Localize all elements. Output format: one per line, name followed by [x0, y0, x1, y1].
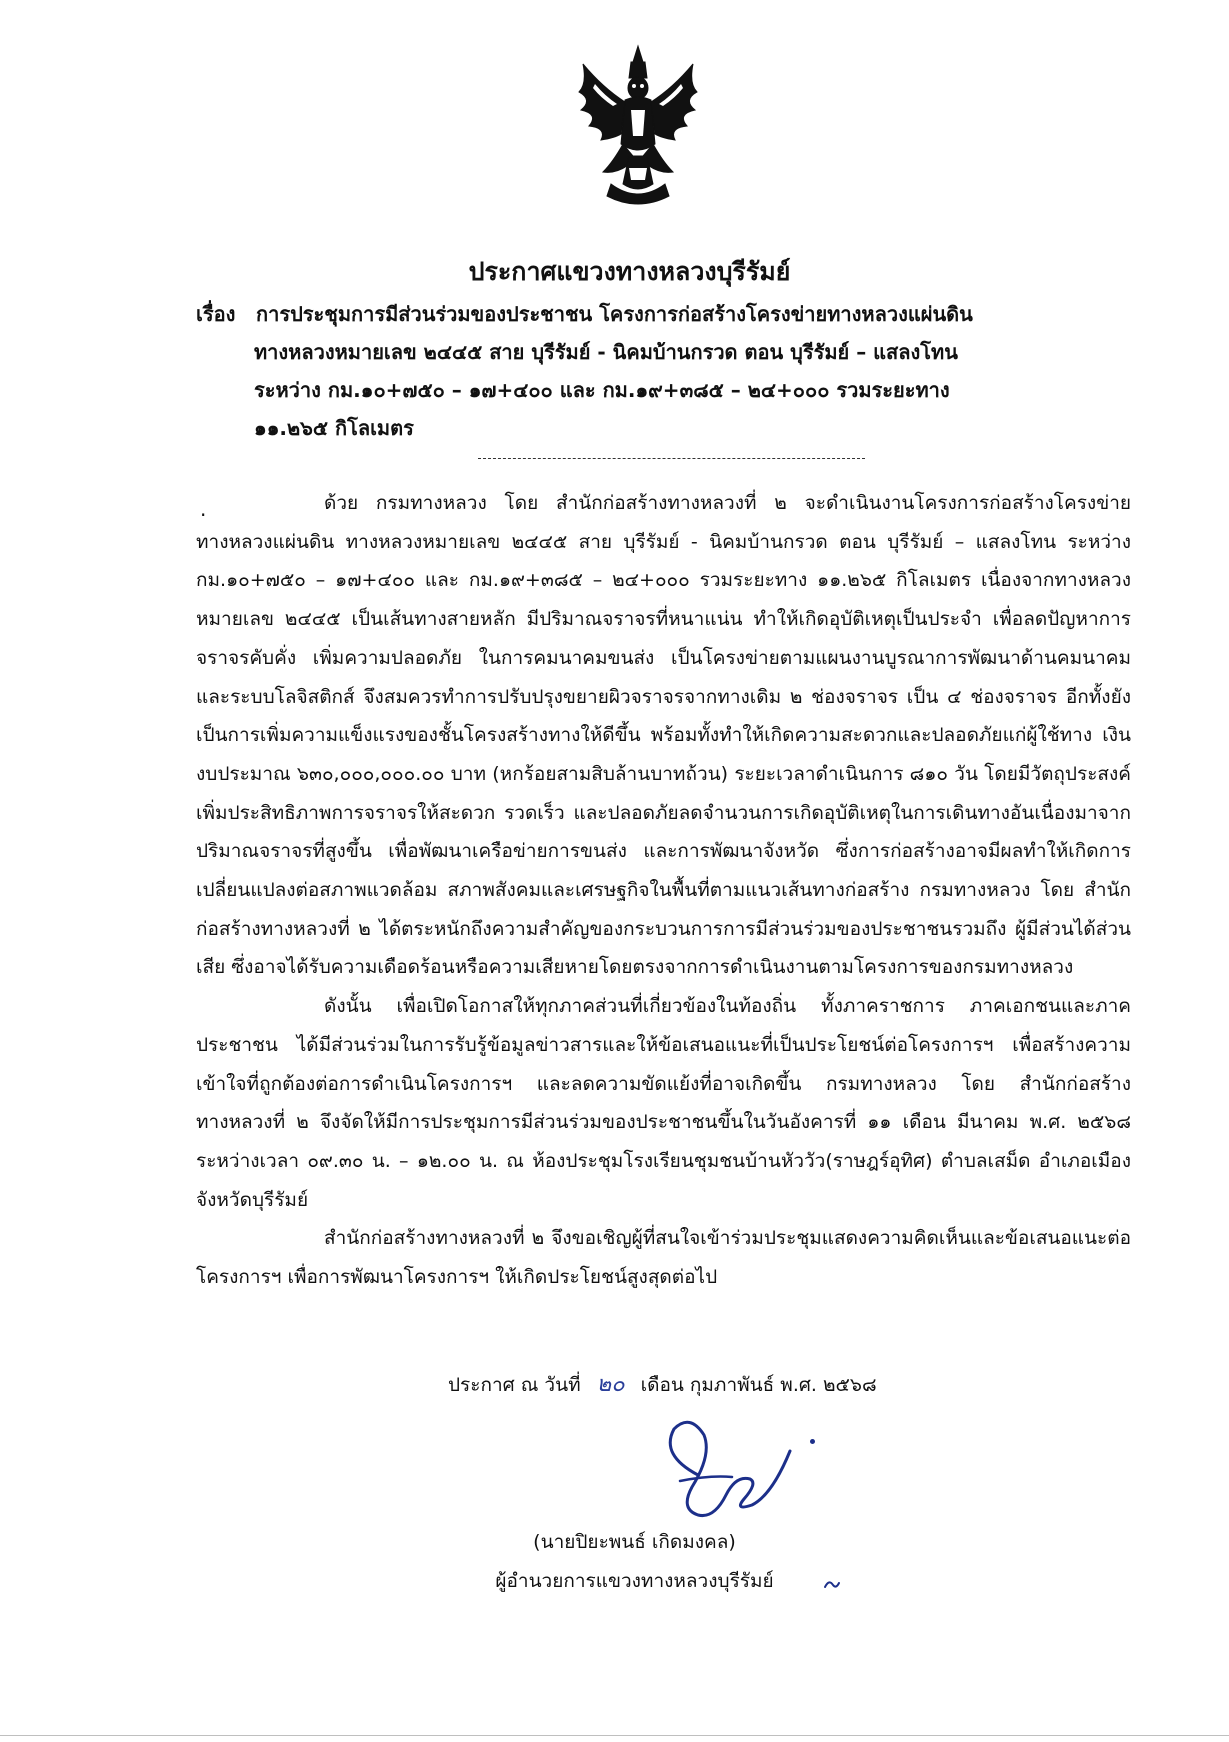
subject-line-3: ระหว่าง กม.๑๐+๗๕๐ – ๑๗+๔๐๐ และ กม.๑๙+๓๘๕ – ๒๔+๐๐๐ รวมระยะทาง — [254, 378, 950, 402]
initial-mark-icon — [823, 1577, 841, 1591]
paragraph-purpose: ด้วย กรมทางหลวง โดย สำนักก่อสร้างทางหลวงที่ ๒ จะดำเนินงานโครงการก่อสร้างโครงข่ายทางหลวงแผ่นดิน ทางหลวงหมายเลข ๒๔๔๕ สาย บุรีรัมย์ - นิคมบ้านกรวด ตอน บุรีรัมย์ – แสลงโทน ระหว่าง กม.๑๐+๗๕๐ – ๑๗+๔๐๐ และ กม.๑๙+๓๘๕ – ๒๔+๐๐๐ รวมระยะทาง ๑๑.๒๖๕ กิโลเมตร เนื่องจากทางหลวงหมายเลข ๒๔๔๕ เป็นเส้นทางสายหลัก มีปริมาณจราจรที่หนาแน่น ทำให้เกิดอุบัติเหตุเป็นประจำ เพื่อลดปัญหาการจราจรคับคั่ง เพิ่มความปลอดภัย ในการคมนาคมขนส่ง เป็นโครงข่ายตามแผนงานบูรณาการพัฒนาด้านคมนาคมและระบบโลจิสติกส์ จึงสมควรทำการปรับปรุงขยายผิวจราจรจากทางเดิม ๒ ช่องจราจร เป็น ๔ ช่องจราจร อีกทั้งยังเป็นการเพิ่มความแข็งแรงของชั้นโครงสร้างทางให้ดีขึ้น พร้อมทั้งทำให้เกิดความสะดวกและปลอดภัยแก่ผู้ใช้ทาง เงินงบประมาณ ๖๓๐,๐๐๐,๐๐๐.๐๐ บาท (หกร้อยสามสิบล้านบาทถ้วน) ระยะเวลาดำเนินการ ๘๑๐ วัน โดยมีวัตถุประสงค์ เพิ่มประสิทธิภาพการจราจรให้สะดวก รวดเร็ว และปลอดภัยลดจำนวนการเกิดอุบัติเหตุในการเดินทางอันเนื่องมาจากปริมาณจราจรที่สูงขึ้น เพื่อพัฒนาเครือข่ายการขนส่ง และการพัฒนาจังหวัด ซึ่งการก่อสร้างอาจมีผลทำให้เกิดการเปลี่ยนแปลงต่อสภาพแวดล้อม สภาพสังคมและเศรษฐกิจในพื้นที่ตามแนวเส้นทางก่อสร้าง กรมทางหลวง โดย สำนักก่อสร้างทางหลวงที่ ๒ ได้ตระหนักถึงความสำคัญของกระบวนการการมีส่วนร่วมของประชาชนรวมถึง ผู้มีส่วนได้ส่วนเสีย ซึ่งอาจได้รับความเดือดร้อนหรือความเสียหายโดยตรงจากการดำเนินงานตามโครงการของกรมทางหลวง — [196, 492, 1131, 979]
signer-name: (นายปิยะพนธ์ เกิดมงคล) — [533, 1531, 736, 1553]
announcement-heading: ประกาศแขวงทางหลวงบุรีรัมย์ — [468, 257, 791, 286]
signature-icon — [640, 1415, 810, 1535]
dateline-year: พ.ศ. ๒๕๖๘ — [780, 1374, 877, 1396]
paragraph-invitation: สำนักก่อสร้างทางหลวงที่ ๒ จึงขอเชิญผู้ที่สนใจเข้าร่วมประชุมแสดงความคิดเห็นและข้อเสนอแนะต่อโครงการฯ เพื่อการพัฒนาโครงการฯ ให้เกิดประโยชน์สูงสุดต่อไป — [196, 1227, 1131, 1289]
announcement-body — [196, 484, 1131, 1297]
dateline-prefix: ประกาศ ณ วันที่ — [448, 1374, 581, 1396]
subject-block — [196, 295, 1026, 447]
subject-line-2: ทางหลวงหมายเลข ๒๔๔๕ สาย บุรีรัมย์ - นิคมบ้านกรวด ตอน บุรีรัมย์ – แสลงโทน — [254, 340, 958, 364]
garuda-emblem-icon — [573, 44, 703, 209]
separator-rule — [478, 458, 865, 459]
dateline-month: กุมภาพันธ์ — [689, 1374, 775, 1396]
dateline-month-label: เดือน — [640, 1374, 684, 1396]
subject-label: เรื่อง — [196, 302, 236, 326]
subject-line-1 — [196, 295, 1026, 333]
bottom-edge-rule — [0, 1735, 1229, 1736]
dateline — [448, 1366, 877, 1401]
signature-dot — [810, 1439, 815, 1444]
stray-mark: . — [200, 497, 207, 521]
subject-text: การประชุมการมีส่วนร่วมของประชาชน โครงการก่อสร้างโครงข่ายทางหลวงแผ่นดิน — [256, 302, 973, 326]
subject-line-4: ๑๑.๒๖๕ กิโลเมตร — [254, 416, 414, 440]
paragraph-meeting: ดังนั้น เพื่อเปิดโอกาสให้ทุกภาคส่วนที่เกี่ยวข้องในท้องถิ่น ทั้งภาคราชการ ภาคเอกชนและภาคประชาชน ได้มีส่วนร่วมในการรับรู้ข้อมูลข่าวสารและให้ข้อเสนอแนะที่เป็นประโยชน์ต่อโครงการฯ เพื่อสร้างความเข้าใจที่ถูกต้องต่อการดำเนินโครงการฯ และลดความขัดแย้งที่อาจเกิดขึ้น กรมทางหลวง โดย สำนักก่อสร้างทางหลวงที่ ๒ จึงจัดให้มีการประชุมการมีส่วนร่วมของประชาชนขึ้นในวันอังคารที่ ๑๑ เดือน มีนาคม พ.ศ. ๒๕๖๘ ระหว่างเวลา ๐๙.๓๐ น. – ๑๒.๐๐ น. ณ ห้องประชุมโรงเรียนชุมชนบ้านหัววัว(ราษฎร์อุทิศ) ตำบลเสม็ด อำเภอเมือง จังหวัดบุรีรัมย์ — [196, 995, 1131, 1211]
dateline-day: ๒๐ — [596, 1372, 625, 1397]
signer-title: ผู้อำนวยการแขวงทางหลวงบุรีรัมย์ — [495, 1570, 774, 1592]
